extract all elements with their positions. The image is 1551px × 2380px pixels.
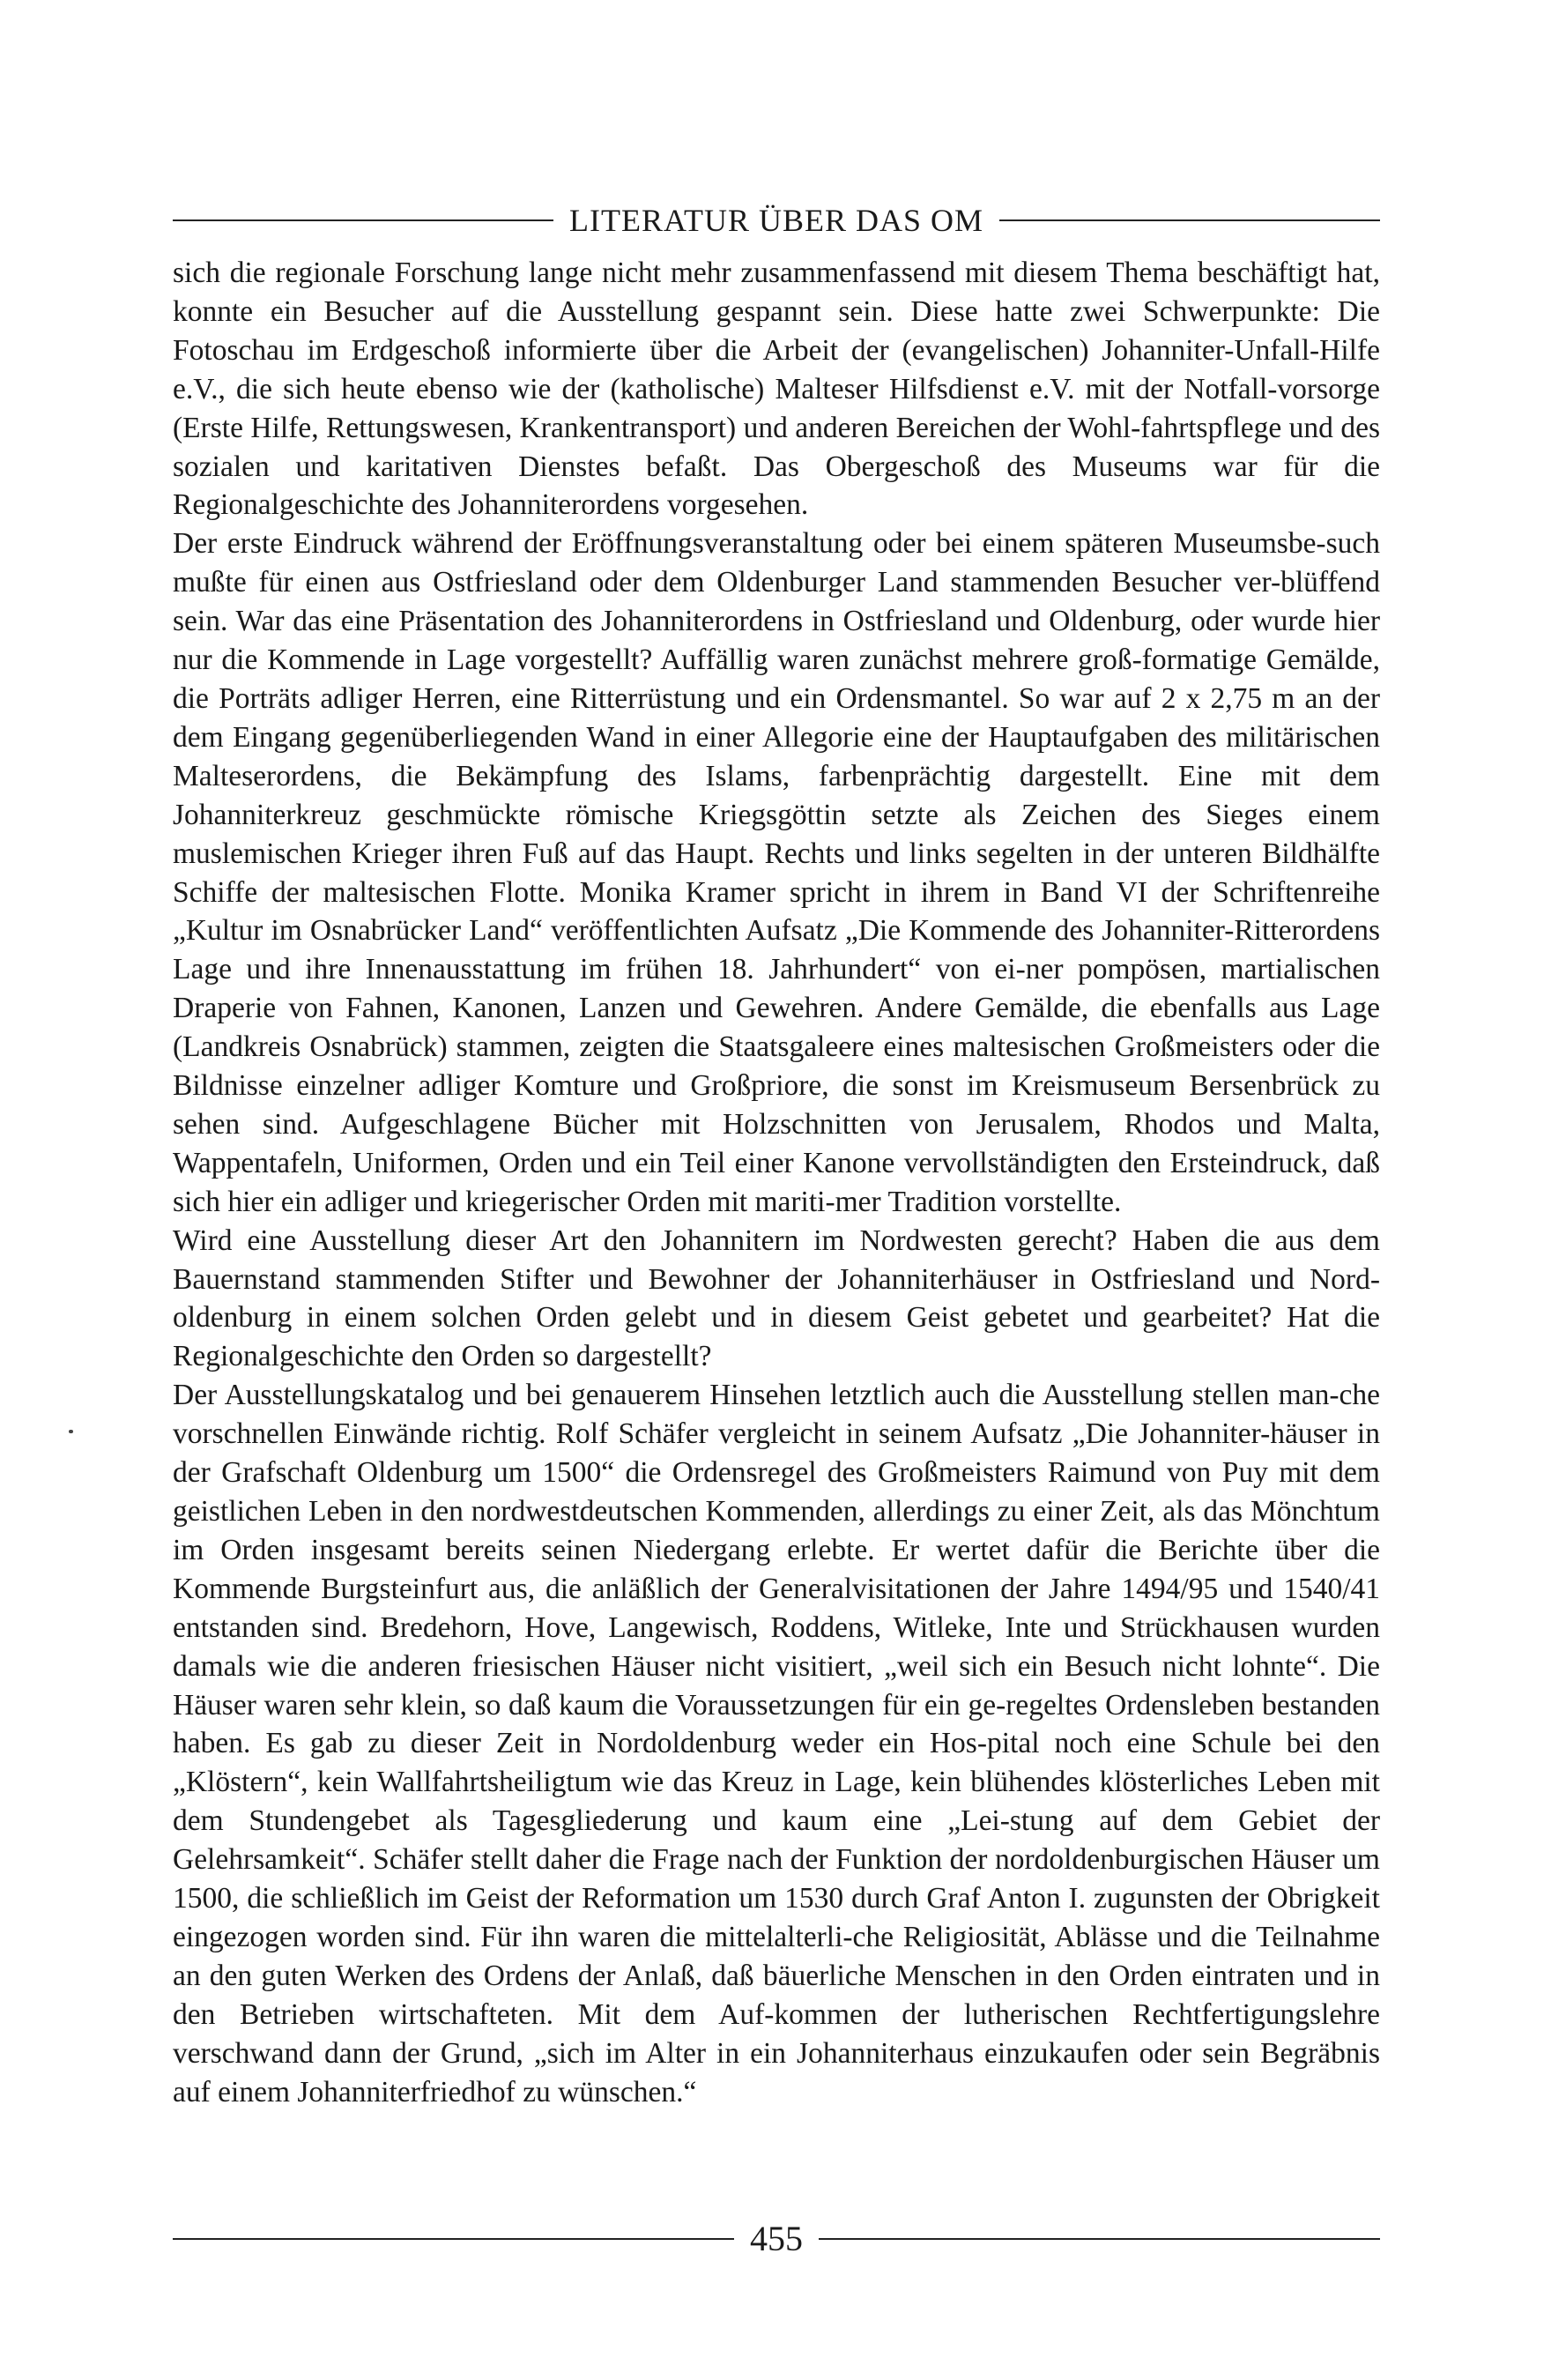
page-number: 455 bbox=[750, 2219, 803, 2258]
paragraph: Der Ausstellungskatalog und bei genauerem Hinsehen letztlich auch die Ausstellung stellen man-che vorschnellen Einwände richtig. Rolf Schäfer vergleicht in seinem Aufsatz „Die Johanniter-häuser in der Grafschaft Oldenburg um 1500“ die Ordensregel des Großmeisters Raimund von Puy mit dem geistlichen Leben in den nordwestdeutschen Kommenden, allerdings zu einer Zeit, als das Mönchtum im Orden insgesamt bereits seinen Niedergang erlebte. Er wertet dafür die Berichte über die Kommende Burgsteinfurt aus, die anläßlich der Generalvisitationen der Jahre 1494/95 und 1540/41 entstanden sind. Bredehorn, Hove, Langewisch, Roddens, Witleke, Inte und Strückhausen wurden damals wie die anderen friesischen Häuser nicht visitiert, „weil sich ein Besuch nicht lohnte“. Die Häuser waren sehr klein, so daß kaum die Voraussetzungen für ein ge-regeltes Ordensleben bestanden haben. Es gab zu dieser Zeit in Nordoldenburg weder ein Hos-pital noch eine Schule bei den „Klöstern“, kein Wallfahrtsheiligtum wie das Kreuz in Lage, kein blühendes klösterliches Leben mit dem Stundengebet als Tagesgliederung und kaum eine „Lei-stung auf dem Gebiet der Gelehrsamkeit“. Schäfer stellt daher die Frage nach der Funktion der nordoldenburgischen Häuser um 1500, die schließlich im Geist der Reformation um 1530 durch Graf Anton I. zugunsten der Obrigkeit eingezogen worden sind. Für ihn waren die mittelalterli-che Religiosität, Ablässe und die Teilnahme an den guten Werken des Ordens der Anlaß, daß bäuerliche Menschen in den Orden eintraten und in den Betrieben wirtschafteten. Mit dem Auf-kommen der lutherischen Rechtfertigungslehre verschwand dann der Grund, „sich im Alter in ein Johanniterhaus einzukaufen oder sein Begräbnis auf einem Johanniterfriedhof zu wünschen.“ bbox=[173, 1379, 1380, 2109]
footer-rule-right bbox=[819, 2238, 1380, 2240]
margin-mark bbox=[69, 1430, 73, 1433]
header-title: LITERATUR ÜBER DAS OM bbox=[569, 203, 984, 238]
header-rule-right bbox=[999, 219, 1380, 221]
paragraph: Der erste Eindruck während der Eröffnungsveranstaltung oder bei einem späteren Museumsbe-such mußte für einen aus Ostfriesland oder dem Oldenburger Land stammenden Besucher ver-blüffend sein. War das eine Präsentation des Johanniterordens in Ostfriesland und Oldenburg, oder wurde hier nur die Kommende in Lage vorgestellt? Auffällig waren zunächst mehrere groß-formatige Gemälde, die Porträts adliger Herren, eine Ritterrüstung und ein Ordensmantel. So war auf 2 x 2,75 m an der dem Eingang gegenüberliegenden Wand in einer Allegorie eine der Hauptaufgaben des militärischen Malteserordens, die Bekämpfung des Islams, farbenprächtig dargestellt. Eine mit dem Johanniterkreuz geschmückte römische Kriegsgöttin setzte als Zeichen des Sieges einem muslemischen Krieger ihren Fuß auf das Haupt. Rechts und links segelten in der unteren Bildhälfte Schiffe der maltesischen Flotte. Monika Kramer spricht in ihrem in Band VI der Schriftenreihe „Kultur im Osnabrücker Land“ veröffentlichten Aufsatz „Die Kommende des Johanniter-Ritterordens Lage und ihre Innenausstattung im frühen 18. Jahrhundert“ von ei-ner pompösen, martialischen Draperie von Fahnen, Kanonen, Lanzen und Gewehren. Andere Gemälde, die ebenfalls aus Lage (Landkreis Osnabrück) stammen, zeigten die Staatsgaleere eines maltesischen Großmeisters oder die Bildnisse einzelner adliger Komture und Großpriore, die sonst im Kreismuseum Bersenbrück zu sehen sind. Aufgeschlagene Bücher mit Holzschnitten von Jerusalem, Rhodos und Malta, Wappentafeln, Uniformen, Orden und ein Teil einer Kanone vervollständigten den Ersteindruck, daß sich hier ein adliger und kriegerischer Orden mit mariti-mer Tradition vorstellte. bbox=[173, 527, 1380, 1218]
body-text bbox=[173, 254, 1380, 2112]
running-header bbox=[173, 199, 1380, 242]
paragraph: sich die regionale Forschung lange nicht mehr zusammenfassend mit diesem Thema beschäftigt hat, konnte ein Besucher auf die Ausstellung gespannt sein. Diese hatte zwei Schwerpunkte: Die Fotoschau im Erdgeschoß informierte über die Arbeit der (evangelischen) Johanniter-Unfall-Hilfe e.V., die sich heute ebenso wie der (katholische) Malteser Hilfsdienst e.V. mit der Notfall-vorsorge (Erste Hilfe, Rettungswesen, Krankentransport) und anderen Bereichen der Wohl-fahrtspflege und des sozialen und karitativen Dienstes befaßt. Das Obergeschoß des Museums war für die Regionalgeschichte des Johanniterordens vorgesehen. bbox=[173, 257, 1380, 522]
footer-rule-left bbox=[173, 2238, 734, 2240]
header-rule-left bbox=[173, 219, 553, 221]
page-footer bbox=[173, 2213, 1380, 2265]
paragraph: Wird eine Ausstellung dieser Art den Johannitern im Nordwesten gerecht? Haben die aus dem Bauernstand stammenden Stifter und Bewohner der Johanniterhäuser in Ostfriesland und Nord-oldenburg in einem solchen Orden gelebt und in diesem Geist gebetet und gearbeitet? Hat die Regionalgeschichte den Orden so dargestellt? bbox=[173, 1223, 1380, 1373]
